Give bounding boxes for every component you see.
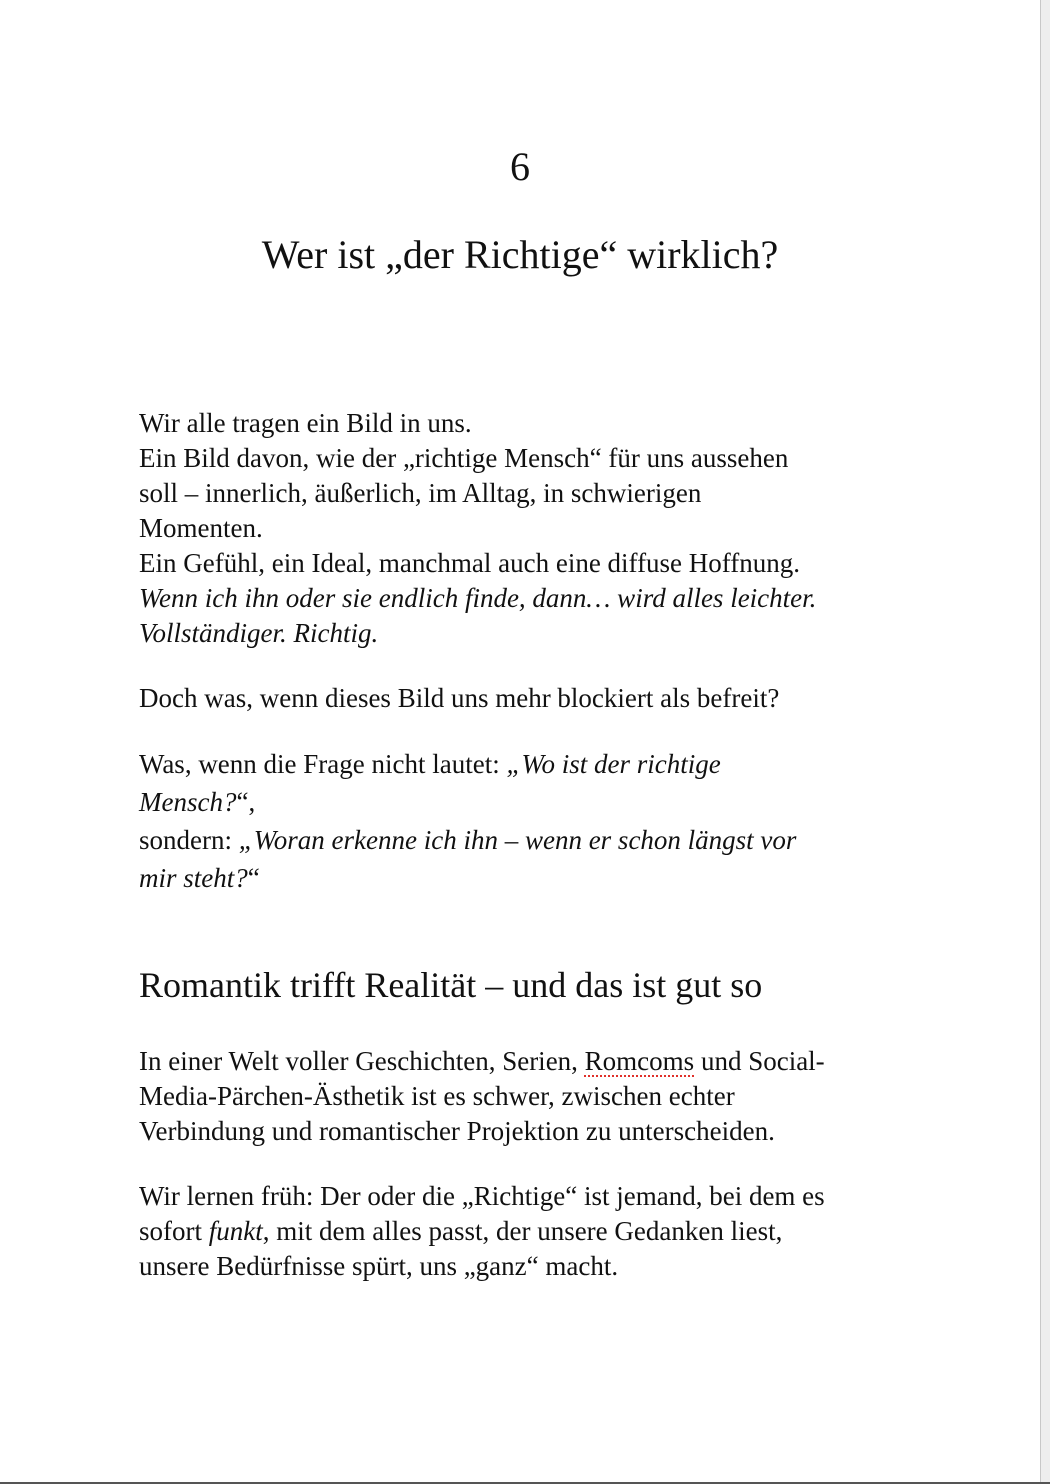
paragraph-line: unsere Bedürfnisse spürt, uns „ganz“ macht. bbox=[139, 1251, 619, 1281]
intro-line: Ein Gefühl, ein Ideal, manchmal auch eine diffuse Hoffnung. bbox=[139, 548, 801, 578]
intro-paragraph bbox=[139, 406, 919, 651]
chapter-number: 6 bbox=[510, 144, 530, 189]
intro-italic-line: Vollständiger. Richtig. bbox=[139, 618, 379, 648]
page-edge-scrollbar[interactable] bbox=[1040, 0, 1050, 1484]
question-quote: Mensch? bbox=[139, 787, 237, 817]
question-quote: mir steht? bbox=[139, 863, 248, 893]
paragraph-text: In einer Welt voller Geschichten, Serien, bbox=[139, 1046, 585, 1076]
intro-line: Momenten. bbox=[139, 513, 263, 543]
question-line bbox=[139, 783, 919, 821]
paragraph-line bbox=[139, 1044, 919, 1079]
intro-line: Wir alle tragen ein Bild in uns. bbox=[139, 408, 472, 438]
question-quote: „Woran erkenne ich ihn – wenn er schon längst vor bbox=[238, 825, 797, 855]
question-text: “ bbox=[247, 863, 260, 893]
question-line bbox=[139, 745, 919, 783]
paragraph-line bbox=[139, 1214, 919, 1249]
question-text: sondern: bbox=[139, 825, 239, 855]
paragraph-line: Verbindung und romantischer Projektion zu unterscheiden. bbox=[139, 1116, 775, 1146]
section-paragraph-1 bbox=[139, 1044, 919, 1149]
paragraph-line: Wir lernen früh: Der oder die „Richtige“ ist jemand, bei dem es bbox=[139, 1181, 825, 1211]
section-paragraph-2 bbox=[139, 1179, 919, 1284]
paragraph-text: und Social- bbox=[694, 1046, 825, 1076]
intro-italic-line: Wenn ich ihn oder sie endlich finde, dann… wird alles leichter. bbox=[139, 583, 817, 613]
question-paragraph-2 bbox=[139, 745, 919, 897]
intro-line: Ein Bild davon, wie der „richtige Mensch“ für uns aussehen bbox=[139, 443, 789, 473]
paragraph-text: , mit dem alles passt, der unsere Gedanken liest, bbox=[262, 1216, 783, 1246]
question-paragraph-1 bbox=[139, 681, 919, 716]
question-line bbox=[139, 821, 919, 859]
question-text: Was, wenn die Frage nicht lautet: bbox=[139, 749, 507, 779]
question-text: “, bbox=[236, 787, 256, 817]
question-line: Doch was, wenn dieses Bild uns mehr blockiert als befreit? bbox=[139, 683, 780, 713]
emphasis-word: funkt bbox=[208, 1216, 263, 1246]
paragraph-line: Media-Pärchen-Ästhetik ist es schwer, zwischen echter bbox=[139, 1081, 735, 1111]
intro-line: soll – innerlich, äußerlich, im Alltag, in schwierigen bbox=[139, 478, 702, 508]
spellcheck-flagged-word[interactable]: Romcoms bbox=[584, 1046, 695, 1076]
paragraph-text: sofort bbox=[139, 1216, 209, 1246]
question-quote: „Wo ist der richtige bbox=[506, 749, 721, 779]
question-line bbox=[139, 859, 919, 897]
chapter-title: Wer ist „der Richtige“ wirklich? bbox=[261, 232, 779, 277]
section-heading: Romantik trifft Realität – und das ist gut so bbox=[139, 965, 763, 1005]
